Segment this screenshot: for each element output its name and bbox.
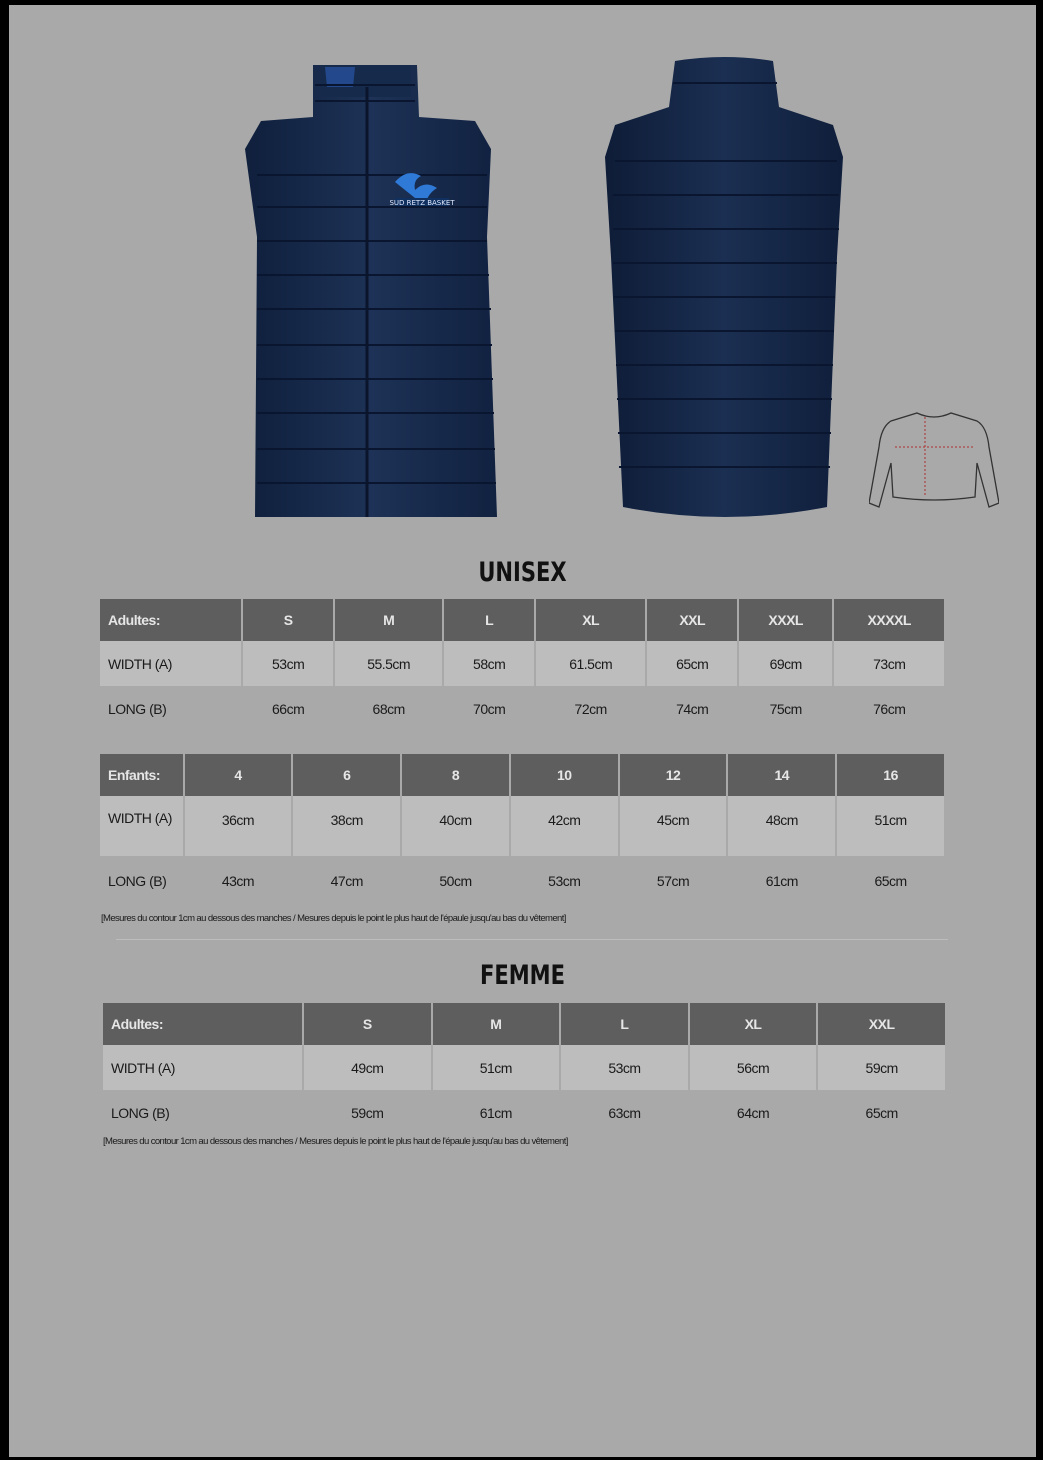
table-cell: 76cm [873,701,906,717]
table-header-cell: XXL [647,599,737,641]
table-cell: 68cm [372,701,405,717]
table-cell: 59cm [818,1045,945,1090]
table-cell: 61cm [765,873,798,889]
table-cell: 69cm [739,641,833,686]
table-cell: 50cm [439,873,472,889]
table-cell: 53cm [243,641,333,686]
table-header-cell: Adultes: [100,599,241,641]
table-header-cell: S [243,599,333,641]
table-cell: 65cm [647,641,737,686]
table-cell: 73cm [834,641,944,686]
table-row [100,686,944,732]
table-header-cell: 10 [511,754,618,796]
vest-front-image [235,57,501,521]
table-cell: 64cm [736,1104,770,1121]
table-cell: 42cm [511,796,618,856]
table-cell: 43cm [221,873,255,889]
table-cell: 72cm [574,701,607,717]
table-cell: 59cm [351,1104,384,1121]
table-cell: 58cm [444,641,534,686]
table-header-cell: XXL [818,1003,945,1045]
table-row [100,856,944,906]
femme-title: FEMME [479,960,566,991]
table-header-cell: 14 [728,754,835,796]
table-cell: 45cm [620,796,727,856]
table-row [100,796,944,856]
table-cell: 75cm [769,701,802,717]
table-cell: 48cm [728,796,835,856]
table-header-cell: 12 [620,754,727,796]
table-cell: 49cm [304,1045,431,1090]
table-cell: WIDTH (A) [100,641,241,686]
table-header-row [103,1003,945,1045]
size-guide-sheet [9,5,1036,1457]
table-row [100,641,944,686]
table-cell: 65cm [865,1104,898,1121]
table-header-cell: L [444,599,534,641]
table-header-cell: 16 [837,754,944,796]
table-cell: 61cm [479,1104,512,1121]
table-header-cell: 6 [293,754,400,796]
table-cell: 51cm [837,796,944,856]
femme-adults-table [101,1003,947,1135]
table-cell: LONG (B) [108,701,167,717]
table-cell: 51cm [433,1045,560,1090]
table-header-cell: Adultes: [103,1003,302,1045]
table-cell: 38cm [293,796,400,856]
table-cell: WIDTH (A) [100,796,183,856]
table-header-cell: 8 [402,754,509,796]
table-header-cell: L [561,1003,688,1045]
table-cell: 56cm [690,1045,817,1090]
table-header-cell: XL [536,599,645,641]
table-cell: LONG (B) [108,873,167,889]
table-cell: 47cm [330,873,363,889]
unisex-title: UNISEX [478,557,567,588]
table-cell: 36cm [185,796,292,856]
table-cell: 40cm [402,796,509,856]
table-cell: 66cm [272,701,305,717]
table-header-cell: XL [690,1003,817,1045]
table-header-row [100,754,944,796]
vest-back-image [597,57,853,525]
sweater-measure-diagram [869,407,999,511]
table-cell: 74cm [676,701,709,717]
unisex-kids-table [98,754,946,906]
table-header-cell: M [433,1003,560,1045]
table-header-cell: M [335,599,442,641]
table-header-cell: XXXL [739,599,833,641]
table-cell: LONG (B) [111,1104,170,1121]
table-cell: 65cm [874,873,907,889]
table-header-cell: Enfants: [100,754,183,796]
unisex-measure-note: [Mesures du contour 1cm au dessous des manches / Mesures depuis le point le plus haut de l'épaule jusqu'au bas du vêtement] [101,913,566,924]
table-cell: 53cm [561,1045,688,1090]
table-cell: 61.5cm [536,641,645,686]
femme-measure-note: [Mesures du contour 1cm au dessous des manches / Mesures depuis le point le plus haut de l'épaule jusqu'au bas du vêtement] [103,1136,568,1147]
table-header-cell: S [304,1003,431,1045]
unisex-adults-table [98,599,946,732]
table-row [103,1090,945,1135]
table-cell: 63cm [608,1104,641,1121]
table-cell: WIDTH (A) [103,1045,302,1090]
table-cell: 70cm [473,701,506,717]
table-header-cell: 4 [185,754,292,796]
table-cell: 57cm [656,873,690,889]
table-header-cell: XXXXL [834,599,944,641]
section-divider [116,939,948,940]
table-header-row [100,599,944,641]
svg-text:SUD RETZ BASKET: SUD RETZ BASKET [389,199,455,207]
table-row [103,1045,945,1090]
table-cell: 55.5cm [335,641,442,686]
table-cell: 53cm [548,873,581,889]
